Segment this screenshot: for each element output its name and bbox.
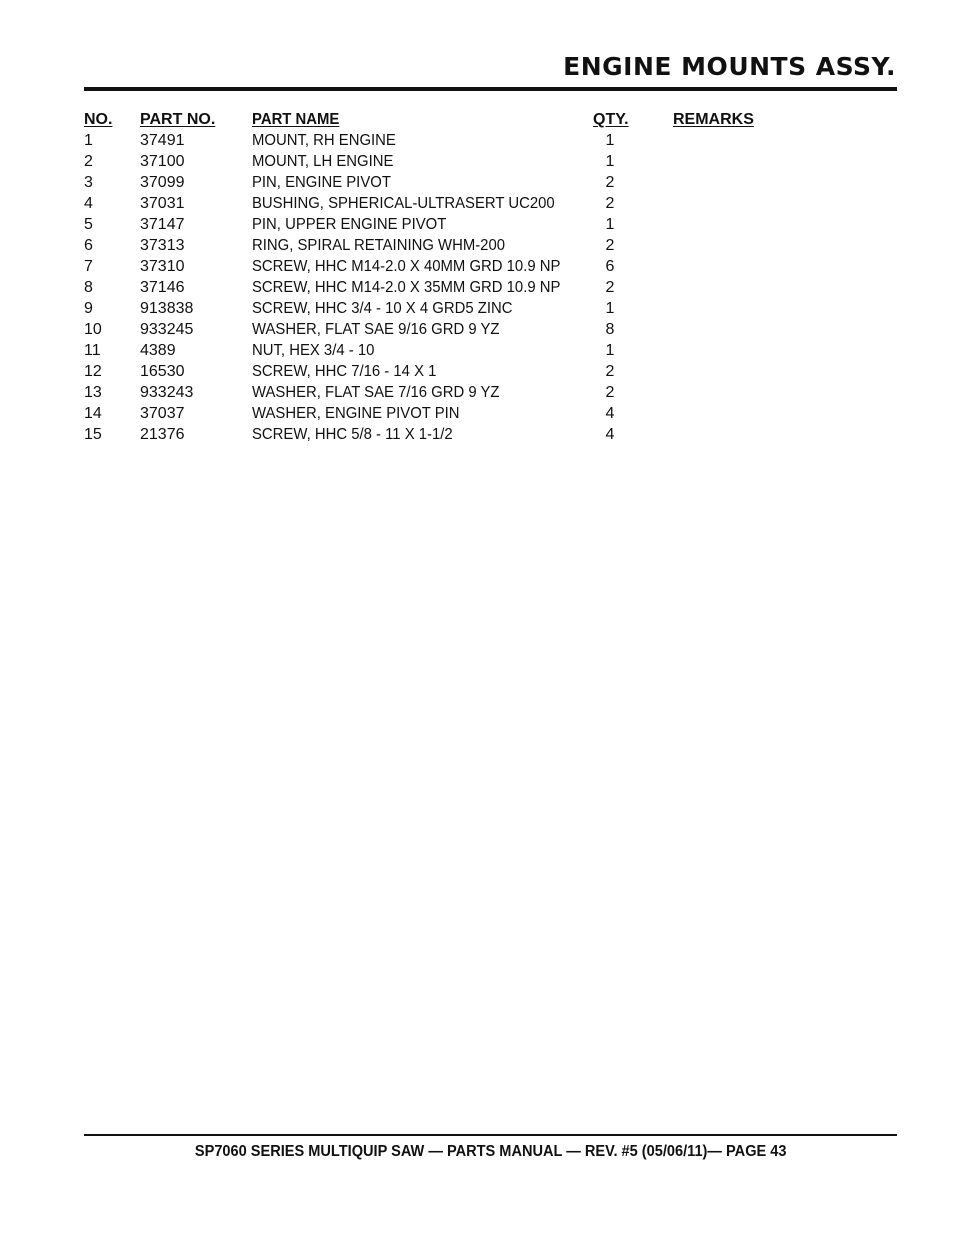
cell-no: 14 xyxy=(84,405,102,422)
cell-no: 9 xyxy=(84,300,93,317)
table-row xyxy=(84,382,804,403)
cell-part-name: SCREW, HHC M14-2.0 X 35MM GRD 10.9 NP xyxy=(252,279,561,296)
cell-no: 7 xyxy=(84,258,93,275)
cell-part-name: PIN, UPPER ENGINE PIVOT xyxy=(252,216,447,233)
cell-qty: 2 xyxy=(605,384,615,401)
cell-part-name: WASHER, FLAT SAE 7/16 GRD 9 YZ xyxy=(252,384,500,401)
page-footer xyxy=(84,1143,897,1161)
cell-qty: 2 xyxy=(605,363,615,380)
cell-part-no: 933245 xyxy=(140,321,194,338)
cell-part-name: WASHER, ENGINE PIVOT PIN xyxy=(252,405,460,422)
cell-part-name: WASHER, FLAT SAE 9/16 GRD 9 YZ xyxy=(252,321,500,338)
header-qty: QTY. xyxy=(593,111,629,128)
cell-qty: 1 xyxy=(605,216,615,233)
cell-qty: 1 xyxy=(605,300,615,317)
cell-no: 10 xyxy=(84,321,102,338)
cell-part-no: 37099 xyxy=(140,174,185,191)
cell-part-name: BUSHING, SPHERICAL-ULTRASERT UC200 xyxy=(252,195,555,212)
table-row xyxy=(84,319,804,340)
cell-no: 1 xyxy=(84,132,93,149)
cell-part-no: 21376 xyxy=(140,426,185,443)
cell-part-no: 16530 xyxy=(140,363,185,380)
table-row xyxy=(84,235,804,256)
cell-qty: 4 xyxy=(605,426,615,443)
cell-part-name: SCREW, HHC 3/4 - 10 X 4 GRD5 ZINC xyxy=(252,300,513,317)
footer-label: SP7060 SERIES MULTIQUIP SAW — PARTS MANUAL — REV. #5 (05/06/11)— PAGE 43 xyxy=(194,1143,787,1160)
table-body xyxy=(84,130,804,445)
cell-part-no: 37037 xyxy=(140,405,185,422)
cell-part-no: 37313 xyxy=(140,237,185,254)
cell-qty: 1 xyxy=(605,132,615,149)
cell-part-no: 37310 xyxy=(140,258,185,275)
cell-qty: 6 xyxy=(605,258,615,275)
table-row xyxy=(84,151,804,172)
cell-qty: 1 xyxy=(605,342,615,359)
cell-qty: 2 xyxy=(605,174,615,191)
cell-no: 5 xyxy=(84,216,93,233)
cell-part-name: SCREW, HHC M14-2.0 X 40MM GRD 10.9 NP xyxy=(252,258,561,275)
cell-part-no: 37031 xyxy=(140,195,185,212)
cell-qty: 8 xyxy=(605,321,615,338)
cell-qty: 2 xyxy=(605,195,615,212)
table-header-row xyxy=(84,109,804,130)
cell-part-name: RING, SPIRAL RETAINING WHM-200 xyxy=(252,237,506,254)
cell-part-name: SCREW, HHC 5/8 - 11 X 1-1/2 xyxy=(252,426,453,443)
cell-part-name: SCREW, HHC 7/16 - 14 X 1 xyxy=(252,363,437,380)
table-row xyxy=(84,172,804,193)
header-part-no: PART NO. xyxy=(140,111,216,128)
cell-qty: 2 xyxy=(605,237,615,254)
cell-no: 2 xyxy=(84,153,93,170)
cell-part-no: 913838 xyxy=(140,300,194,317)
table-row xyxy=(84,193,804,214)
header-no: NO. xyxy=(84,111,113,128)
table-row xyxy=(84,424,804,445)
cell-part-no: 37491 xyxy=(140,132,185,149)
table-row xyxy=(84,340,804,361)
cell-qty: 1 xyxy=(605,153,615,170)
cell-part-no: 37100 xyxy=(140,153,185,170)
cell-no: 13 xyxy=(84,384,102,401)
page-title: ENGINE MOUNTS ASSY. xyxy=(563,52,896,81)
cell-part-name: MOUNT, LH ENGINE xyxy=(252,153,394,170)
cell-no: 3 xyxy=(84,174,93,191)
cell-part-name: NUT, HEX 3/4 - 10 xyxy=(252,342,375,359)
cell-part-no: 37147 xyxy=(140,216,185,233)
footer-rule xyxy=(84,1134,897,1136)
header-part-name: PART NAME xyxy=(252,111,340,128)
cell-part-name: MOUNT, RH ENGINE xyxy=(252,132,396,149)
cell-qty: 4 xyxy=(605,405,615,422)
cell-no: 11 xyxy=(84,342,101,359)
title-rule xyxy=(84,87,897,91)
cell-qty: 2 xyxy=(605,279,615,296)
parts-table xyxy=(84,109,804,445)
table-row xyxy=(84,298,804,319)
table-row xyxy=(84,214,804,235)
table-row xyxy=(84,256,804,277)
cell-no: 8 xyxy=(84,279,93,296)
cell-no: 15 xyxy=(84,426,102,443)
cell-part-no: 4389 xyxy=(140,342,176,359)
cell-part-no: 933243 xyxy=(140,384,194,401)
cell-no: 6 xyxy=(84,237,93,254)
cell-no: 12 xyxy=(84,363,102,380)
table-row xyxy=(84,403,804,424)
cell-part-name: PIN, ENGINE PIVOT xyxy=(252,174,391,191)
cell-part-no: 37146 xyxy=(140,279,185,296)
table-row xyxy=(84,361,804,382)
table-row xyxy=(84,277,804,298)
table-row xyxy=(84,130,804,151)
header-remarks: REMARKS xyxy=(673,111,754,128)
cell-no: 4 xyxy=(84,195,93,212)
